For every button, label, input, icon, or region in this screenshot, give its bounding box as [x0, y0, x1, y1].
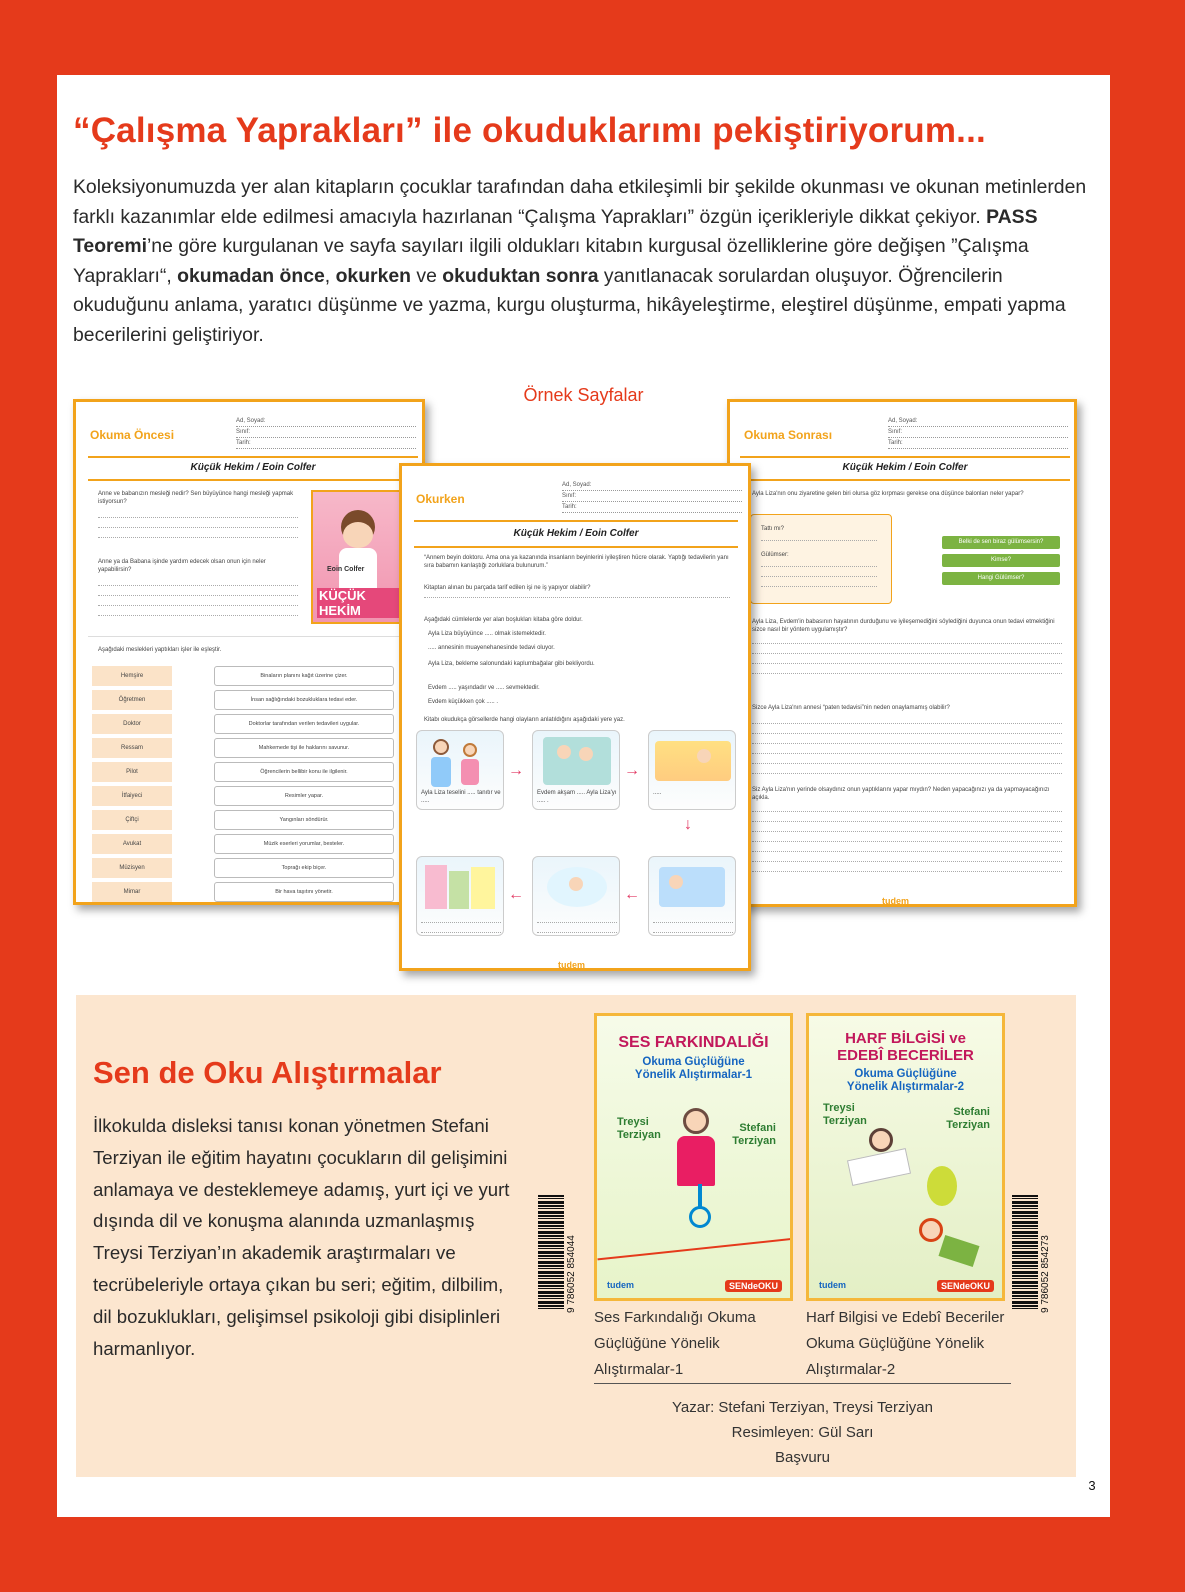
- book-2-label: Harf Bilgisi ve Edebî Beceriler Okuma Güçlüğüne Yönelik Alıştırmalar-2: [806, 1309, 1005, 1378]
- arrow-left-icon: ←: [508, 886, 524, 903]
- arrow-down-icon: ↓: [684, 816, 692, 833]
- credits-divider: [594, 1383, 1011, 1384]
- sample-sheet-while-reading: [399, 463, 751, 971]
- sheet-book-title: Küçük Hekim / Eoin Colfer: [190, 462, 316, 473]
- page: [57, 75, 1110, 1517]
- arrow-right-icon: →: [624, 762, 640, 779]
- answer-option: Hangi Gülümser?: [942, 572, 1060, 585]
- intro-paragraph: Koleksiyonumuzda yer alan kitapların çocuklar tarafından daha etkileşimli bir şekilde okunması ve okunan metinlerden farklı kazanımlar elde edilmesi amacıyla hazırlanan “Çalışma Yaprakları” özgün içerikleriyle dikkat çekiyor. PASS Teoremi’ne göre kurgulanan ve sayfa sayıları ilgili oldukları kitabın kurgusal özelliklerine göre değişen ”Çalışma Yaprakları“, okumadan önce, okurken ve okuduktan sonra yanıtlanacak sorulardan oluşuyor. Öğrencilerin okuduğunu anlama, yaratıcı düşünme ve yazma, kurgu oluşturma, hikâyeleştirme, eleştirel düşünme, empati yapma becerilerini geliştiriyor.: [73, 176, 1087, 346]
- book-cover-2[interactable]: HARF BİLGİSİ ve EDEBÎ BECERİLER Okuma Güçlüğüne Yönelik Alıştırmalar-2 Treysi Terziyan Stefani Terziyan tudem SENdeOKU: [806, 1013, 1005, 1301]
- sheet-question: Anne ya da Babana işinde yardım edecek olsan onun için neler yapabilirsin?: [98, 559, 266, 573]
- series-panel: [76, 995, 1076, 1477]
- sheet-question: Ayla Liza'nın onu ziyaretine gelen biri olursa göz kırpması gerekse ona düşünce balonları neler yapar?: [752, 491, 1024, 497]
- sheet-question: Kitaptan alınan bu parçada tarif edilen işi ne iş yapıyor olabilir?: [424, 585, 591, 591]
- book-cover-1[interactable]: SES FARKINDALIĞI Okuma Güçlüğüne Yönelik Alıştırmalar-1 Treysi Terziyan Stefani Terziyan tudem SENdeOKU: [594, 1013, 793, 1301]
- book-1-label: Ses Farkındalığı Okuma Güçlüğüne Yönelik Alıştırmalar-1: [594, 1309, 756, 1378]
- sample-sheet-before-reading: Okuma Öncesi Ad, Soyad: Sınıf: Tarih: Küçük Hekim / Eoin Colfer Anne ve babanızın mesleği nedir? Sen büyüyünce hangi mesleği yapmak istiyorsun? Anne ya da Babana işinde yardım edecek olsan onun için neler yapabilirsin? Eoin Colfer KÜÇÜK HEKİM Aşağıdaki meslekleri yaptıkları işler ile eşleştir. Hemşire Öğretmen Doktor Ressam Pilot İtfaiyeci Çiftçi Avukat Müzisyen Mimar Binaların planını kağıt üzerine çizer. İnsan sağlığındaki bozukluklara tedavi eder. Doktorlar tarafından verilen tedavileri uygular. Mahkemede tişi ile haklarını savunur. Öğrencilerin bellibir konu ile ilgilenir. Resimler yapar. Yangınları söndürür. Müzik eserleri yorumlar, besteler. Toprağı ekip biçer. Bir hava taşıtını yönetir.: [73, 399, 425, 905]
- sheet-question: Siz Ayla Liza'nın yerinde olsaydınız onun yaptıklarını yapar mıydın? Neden yapacağınızı ya da yapmayacağınızı açıkla.: [752, 787, 1050, 801]
- sheet-question: Ayla Liza, Evdem'in babasının hayatının durduğunu ve iyileşemediğini söylediğini duyunca onun tedavi etmektiğini sizce nasıl bir yöntem uygulamıştır?: [752, 619, 1055, 633]
- fill-in-item: Evdem ..... yaşındadır ve ..... sevmektedir.: [428, 685, 540, 691]
- sheet-question: Kitabı okudukça görsellerde hangi olayların anlatıldığını aşağıdaki yere yaz.: [424, 717, 625, 723]
- fill-in-item: Ayla Liza, bekleme salonundaki kaplumbağalar gibi bekliyordu.: [428, 661, 595, 667]
- story-picture: [532, 856, 620, 936]
- sheet-book-title: Küçük Hekim / Eoin Colfer: [513, 528, 639, 539]
- sheet-question: Anne ve babanızın mesleği nedir? Sen büyüyünce hangi mesleği yapmak istiyorsun?: [98, 491, 294, 505]
- fill-in-item: Ayla Liza büyüyünce ..... olmak istemektedir.: [428, 631, 546, 637]
- answer-option: Belki de sen biraz gülümsersin?: [942, 536, 1060, 549]
- sheet-intro: “Annem beyin doktoru. Ama ona ya kazanında insanların beyinlerini iyileştiren hücre olarak. Yaptığı tedavilerin yanı sıra babamın karılaştığı zorluklara bulunurum.”: [424, 555, 729, 569]
- series-description: İlkokulda disleksi tanısı konan yönetmen Stefani Terziyan ile eğitim hayatını çocukların dil gelişimini anlamaya ve desteklemeye adamış, yurt içi ve yurt dışında dil ve konuşma alanında uzmanlaşmış Treysi Terziyan’ın akademik araştırmaları ve tecrübeleriyle ortaya çıkan bu seri; eğitim, dilbilim, dil bozuklukları, gelişimsel psikoloji gibi disiplinleri harmanlıyor.: [93, 1115, 510, 1359]
- page-heading: “Çalışma Yaprakları” ile okuduklarımı pekiştiriyorum...: [73, 111, 986, 150]
- answer-option: Kimse?: [942, 554, 1060, 567]
- book-cover-thumbnail: Eoin Colfer KÜÇÜK HEKİM: [311, 490, 401, 624]
- sheet-meta: Ad, Soyad: Sınıf: Tarih:: [888, 416, 1068, 449]
- sheet-book-title: Küçük Hekim / Eoin Colfer: [842, 462, 968, 473]
- sheet-meta: Ad, Soyad: Sınıf: Tarih:: [236, 416, 416, 449]
- sheet-title: Okuma Sonrası: [744, 428, 833, 442]
- fill-in-item: Evdem küçükken çok ..... .: [428, 699, 499, 705]
- barcode-2: [1012, 1195, 1038, 1311]
- barcode-1: [538, 1195, 564, 1311]
- isbn-2: 9 786052 854273: [1040, 1235, 1051, 1313]
- sheet-title: Okuma Öncesi: [90, 428, 175, 442]
- story-picture: [416, 856, 504, 936]
- sheet-question: Aşağıdaki cümlelerde yer alan boşlukları kitaba göre doldur.: [424, 617, 583, 623]
- sample-sheet-after-reading: [727, 399, 1077, 907]
- thought-box: Tattı mı? Gülümser:: [750, 514, 892, 604]
- credits: Yazar: Stefani Terziyan, Treysi Terziyan Resimleyen: Gül Sarı Başvuru: [672, 1399, 933, 1466]
- sheet-meta: Ad, Soyad: Sınıf: Tarih:: [562, 480, 742, 513]
- page-number: 3: [1088, 1478, 1096, 1493]
- story-picture: Evdem akşam ..... Ayla Liza'yı ..... .: [532, 730, 620, 810]
- sheet-question: Sizce Ayla Liza'nın annesi “paten tedavisi”nin neden onaylamamış olabilir?: [752, 705, 950, 711]
- story-picture: Ayla Liza teselini ..... tanıtır ve .....: [416, 730, 504, 810]
- story-picture: .....: [648, 730, 736, 810]
- sheet-title: Okurken: [416, 492, 465, 506]
- arrow-right-icon: →: [508, 762, 524, 779]
- story-picture: [648, 856, 736, 936]
- isbn-1: 9 786052 854044: [566, 1235, 577, 1313]
- fill-in-item: ..... annesinin muayenehanesinde tedavi oluyor.: [428, 645, 555, 651]
- sheet-question: Aşağıdaki meslekleri yaptıkları işler ile eşleştir.: [98, 647, 222, 653]
- arrow-left-icon: ←: [624, 886, 640, 903]
- samples-title: Örnek Sayfalar: [523, 385, 644, 405]
- series-title: Sen de Oku Alıştırmalar: [93, 1055, 442, 1090]
- publisher-logo: tudem: [882, 896, 909, 906]
- publisher-logo: tudem: [558, 960, 585, 970]
